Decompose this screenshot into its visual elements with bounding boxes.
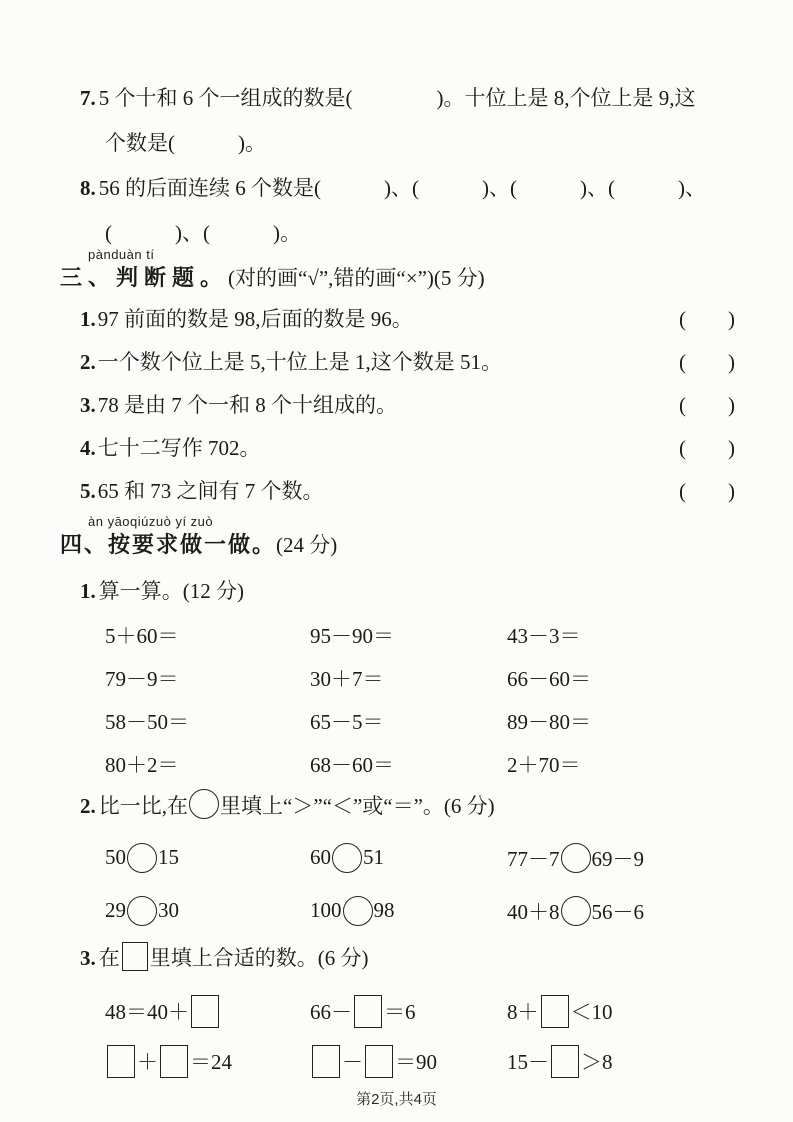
sub-question-2-number: 2. (80, 794, 96, 818)
calc-problem: 30＋7＝ (310, 667, 384, 691)
answer-parentheses: ( ) (679, 307, 735, 331)
calc-problem: 65－5＝ (310, 710, 384, 734)
calc-problem: 95－90＝ (310, 624, 394, 648)
section-4-header (60, 530, 737, 560)
calc-problem: 43－3＝ (507, 624, 581, 648)
section-3-title: 三、判断题。 (60, 265, 229, 290)
calc-problem: 58－50＝ (105, 710, 189, 734)
answer-box (160, 1045, 188, 1078)
comparison-problem: 40＋8 56－6 (507, 884, 737, 937)
compare-circle (127, 896, 157, 926)
item-text: 七十二写作 702。 (97, 436, 261, 460)
comparison-problem: 77－7 69－9 (507, 831, 737, 884)
answer-box (551, 1045, 579, 1078)
answer-box (312, 1045, 340, 1078)
item-number: 4. (80, 436, 96, 460)
item-text: 65 和 73 之间有 7 个数。 (97, 479, 324, 503)
sub-question-3-number: 3. (80, 946, 96, 970)
calc-problem: 2＋70＝ (507, 753, 581, 777)
answer-box (122, 942, 148, 971)
true-false-item (60, 470, 737, 513)
item-number: 5. (80, 479, 96, 503)
calculation-grid (105, 615, 737, 787)
fill-box-problem: ＋ ＝24 (105, 1036, 310, 1086)
fill-box-problem: － ＝90 (310, 1036, 507, 1086)
answer-box (354, 995, 382, 1028)
answer-parentheses: ( ) (679, 479, 735, 503)
true-false-list (60, 298, 737, 513)
question-7-line-2: 个数是( )。 (105, 131, 266, 155)
question-7-text: 5 个十和 6 个一组成的数是( )。十位上是 8,个位上是 9,这 (98, 86, 696, 110)
item-text: 97 前面的数是 98,后面的数是 96。 (97, 307, 413, 331)
calc-problem: 79－9＝ (105, 667, 179, 691)
section-3-header (60, 263, 737, 293)
section-4-title: 四、按要求做一做。 (60, 532, 277, 557)
sub-question-1-title: 算一算。(12 分) (98, 579, 244, 603)
sub-question-2-header (60, 789, 737, 823)
calc-problem: 66－60＝ (507, 667, 591, 691)
answer-box (541, 995, 569, 1028)
section-4-pinyin: àn yāoqiúzuò yí zuò (88, 514, 214, 529)
comparison-problem: 60 51 (310, 831, 507, 884)
sub-question-2-title: 比一比,在 里填上“＞”“＜”或“＝”。(6 分) (99, 794, 495, 818)
answer-parentheses: ( ) (679, 393, 735, 417)
calc-problem: 68－60＝ (310, 753, 394, 777)
question-7-line-1 (60, 76, 737, 121)
calc-problem: 5＋60＝ (105, 624, 179, 648)
fill-box-problem: 66－ ＝6 (310, 986, 507, 1036)
section-3-pinyin: pànduàn tí (88, 247, 155, 262)
fill-box-grid (105, 986, 737, 1086)
item-number: 1. (80, 307, 96, 331)
sub-question-1-header (60, 574, 737, 608)
section-4-score: (24 分) (276, 533, 338, 557)
answer-box (191, 995, 219, 1028)
sub-question-3-header (60, 941, 737, 975)
compare-circle (189, 789, 219, 819)
comparison-problem: 100 98 (310, 884, 507, 937)
compare-circle (343, 896, 373, 926)
sub-question-3-title: 在 里填上合适的数。(6 分) (99, 946, 369, 970)
compare-circle (332, 843, 362, 873)
compare-circle (561, 843, 591, 873)
answer-box (365, 1045, 393, 1078)
item-number: 2. (80, 350, 96, 374)
question-8-number: 8. (80, 176, 96, 200)
answer-parentheses: ( ) (679, 350, 735, 374)
fill-box-problem: 48＝40＋ (105, 986, 310, 1036)
fill-box-problem: 8＋ ＜10 (507, 986, 737, 1036)
sub-question-1-number: 1. (80, 579, 96, 603)
answer-box (107, 1045, 135, 1078)
calc-problem: 89－80＝ (507, 710, 591, 734)
item-number: 3. (80, 393, 96, 417)
true-false-item (60, 384, 737, 427)
question-8 (60, 166, 737, 256)
item-text: 78 是由 7 个一和 8 个十组成的。 (97, 393, 397, 417)
question-7 (60, 76, 737, 166)
compare-circle (561, 896, 591, 926)
page-number-footer: 第2页,共4页 (356, 1091, 437, 1108)
true-false-item (60, 298, 737, 341)
question-8-line-2: ( )、( )。 (105, 221, 301, 245)
compare-circle (127, 843, 157, 873)
true-false-item (60, 427, 737, 470)
item-text: 一个数个位上是 5,十位上是 1,这个数是 51。 (97, 350, 502, 374)
answer-parentheses: ( ) (679, 436, 735, 460)
question-8-text: 56 的后面连续 6 个数是( )、( )、( )、( )、 (98, 176, 706, 200)
true-false-item (60, 341, 737, 384)
comparison-grid (105, 831, 737, 937)
comparison-problem: 29 30 (105, 884, 310, 937)
question-7-number: 7. (80, 86, 96, 110)
comparison-problem: 50 15 (105, 831, 310, 884)
calc-problem: 80＋2＝ (105, 753, 179, 777)
section-3-note: (对的画“√”,错的画“×”)(5 分) (228, 266, 485, 290)
question-8-line-1 (60, 166, 737, 211)
fill-box-problem: 15－ ＞8 (507, 1036, 737, 1086)
